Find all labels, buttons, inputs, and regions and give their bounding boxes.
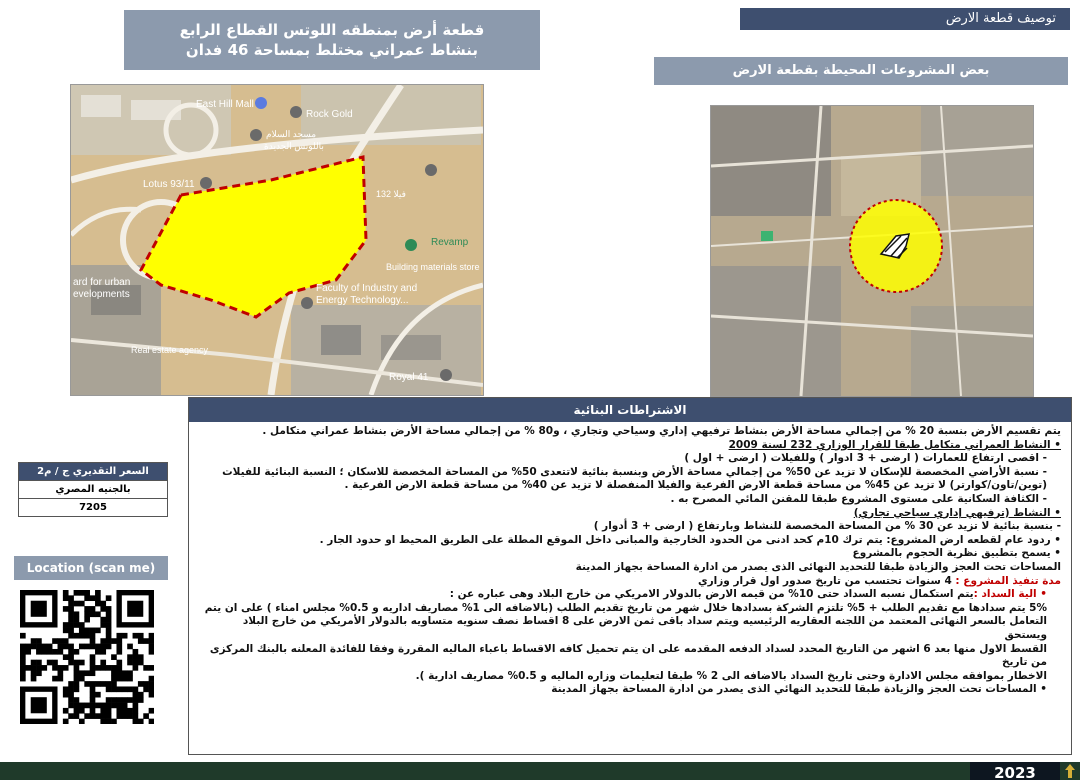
footer-bar — [0, 762, 1080, 780]
payment-line-2: التعامل بالسعر النهائى المعتمد من اللجنه العقاريه الرئيسيه ويتم سداد باقى ثمن الارض على 8 اقساط نصف سنويه متساويه بالدولار الأمريكي من خارج البلاد ويستحق — [242, 615, 1047, 641]
plot-map-graphic — [71, 85, 483, 395]
payment-text: يتم استكمال نسبه السداد حتى 10% من قيمه الارض بالدولار الامريكي من خارج البلاد وهى عباره عن : — [449, 588, 974, 601]
execution-text: 4 سنوات تحتسب من تاريخ صدور اول قرار وزاري — [697, 574, 952, 587]
map-label-board2: evelopments — [73, 289, 130, 300]
price-value: 7205 — [19, 499, 168, 517]
map-label-board1: ard for urban — [73, 277, 131, 288]
land-title-box — [124, 10, 540, 70]
map-label-royal: Royal 41 — [389, 372, 429, 383]
urban-item-density: - الكثافة السكانية على مستوى المشروع طبقا للمقنن المائي المصرح به . — [670, 492, 1047, 505]
price-header: السعر التقديري ج / م2 — [19, 463, 168, 481]
footer-year: 2023 — [970, 762, 1060, 780]
qr-graphic — [20, 590, 154, 724]
payment-method — [199, 588, 1061, 602]
location-qr-code[interactable] — [20, 590, 154, 724]
price-table — [18, 462, 168, 517]
map-label-mosque2: باللوتس الجديدة — [264, 141, 324, 151]
payment-bullet: • — [1036, 588, 1047, 601]
plot-map[interactable] — [70, 84, 484, 396]
land-title-line1: قطعة أرض بمنطقه اللوتس القطاع الرابع — [179, 21, 485, 39]
urban-item-height: - اقصى ارتفاع للعمارات ( ارضى + 3 ادوار ) وللفيلات ( ارضى + اول ) — [684, 452, 1047, 465]
emblem-icon — [1060, 762, 1080, 780]
map-label-mall: East Hill Mall — [196, 99, 254, 110]
map-label-faculty1: Faculty of Industry and — [316, 283, 418, 294]
urban-activity-title: • النشاط العمراني متكامل طبقا للقرار الوزاري 232 لسنة 2009 — [728, 438, 1061, 451]
payment-line-1: 5% يتم سدادها مع تقديم الطلب + 5% تلتزم الشركة بسدادها خلال شهر من تاريخ تقديم الطلب (بالاضافه الى 1% مصاريف اداريه و 0.5% مجلس امناء ) على ان يتم — [204, 601, 1047, 614]
leisure-item-volumes: • يسمح بتطبيق نظرية الحجوم بالمشروع — [852, 547, 1061, 560]
land-title-line2: بنشاط عمراني مختلط بمساحة 46 فدان — [185, 41, 479, 59]
urban-item-housing-ratio: - نسبة الأراضي المخصصة للإسكان لا تزيد عن 50% من إجمالي مساحة الأرض وبنسبة بنائية لاتتعدى 50% من المساحة المخصصة للاسكان ؛ النسبة البنائية للفيلات — [222, 465, 1047, 478]
area-note: المساحات تحت العجز والزيادة طبقا للتحديد النهائى الذى يصدر من ادارة المساحة بجهاز المدينة — [575, 560, 1061, 573]
map-label-mosque1: مسجد السلام — [266, 129, 317, 139]
urban-item-villa-ratio: (توين/تاون/كوارتر) لا تزيد عن 45% من مساحة قطعة الارض الفرعية والفيلا المنفصلة لا تزيد عن 40% من مساحة قطعة الارض الفرعية . — [344, 479, 1047, 492]
surrounding-map[interactable] — [710, 105, 1034, 397]
final-note: • المساحات تحت العجز والزيادة طبقا للتحديد النهائي الذى يصدر من ادارة المساحة بجهاز المدينة — [551, 683, 1047, 696]
payment-line-3: القسط الاول منها بعد 6 اشهر من التاريخ المحدد لسداد الدفعه المقدمه على ان يتم تحميل كافه الاقساط باعباء الماليه المقررة وفقا للفائدة المعلنه بالبنك المركزى من تاريخ — [209, 642, 1047, 669]
building-conditions-panel — [188, 397, 1072, 755]
execution-period — [199, 575, 1061, 589]
map-label-real: Real estate agency — [131, 345, 209, 355]
land-description-label: توصيف قطعة الارض — [740, 8, 1070, 30]
leisure-item-ratio: - بنسبة بنائية لا تزيد عن 30 % من المساحة المخصصة للنشاط وبارتفاع ( ارضى + 3 أدوار ) — [593, 520, 1061, 533]
map-label-revamp: Revamp — [431, 237, 469, 248]
map-label-building: Building materials store — [386, 262, 480, 272]
leisure-item-setback: • ردود عام لقطعه ارض المشروع: يتم ترك 10م كحد ادنى من الحدود الخارجية والمبانى داخل الموقع المطلة على الطريق المحيط او حدود الجار . — [319, 533, 1061, 546]
leisure-activity-title: • النشاط (ترفيهي إداري سياحي تجاري) — [853, 506, 1061, 519]
map-label-rock: Rock Gold — [306, 109, 353, 120]
surrounding-map-graphic — [711, 106, 1033, 396]
price-currency: بالجنيه المصري — [19, 481, 168, 499]
conditions-intro: يتم تقسيم الأرض بنسبة 20 % من إجمالي مساحة الأرض بنشاط ترفيهي إداري وسياحي وتجاري ، و80 % من إجمالي مساحة الأرض بنشاط عمراني متكامل . — [262, 425, 1061, 437]
payment-line-4: الاخطار بموافقه مجلس الادارة وحتى تاريخ السداد بالاضافه الى 2 % طبقا لتعليمات وزاره الماليه و 0.5% مصاريف ادارية ). — [415, 669, 1047, 682]
payment-label: الية السداد : — [973, 588, 1037, 601]
map-label-faculty2: Energy Technology... — [316, 295, 409, 306]
conditions-header: الاشتراطات البنائية — [189, 398, 1071, 422]
map-label-road: فيلا 132 — [376, 189, 406, 199]
surrounding-projects-label: بعض المشروعات المحيطة بقطعة الارض — [654, 57, 1068, 85]
map-label-lotus: Lotus 93/11 — [143, 179, 195, 190]
location-label: Location (scan me) — [14, 556, 168, 580]
emblem-graphic — [1060, 762, 1080, 780]
execution-label: مدة تنفيذ المشروع : — [955, 574, 1061, 587]
conditions-body — [189, 422, 1071, 697]
